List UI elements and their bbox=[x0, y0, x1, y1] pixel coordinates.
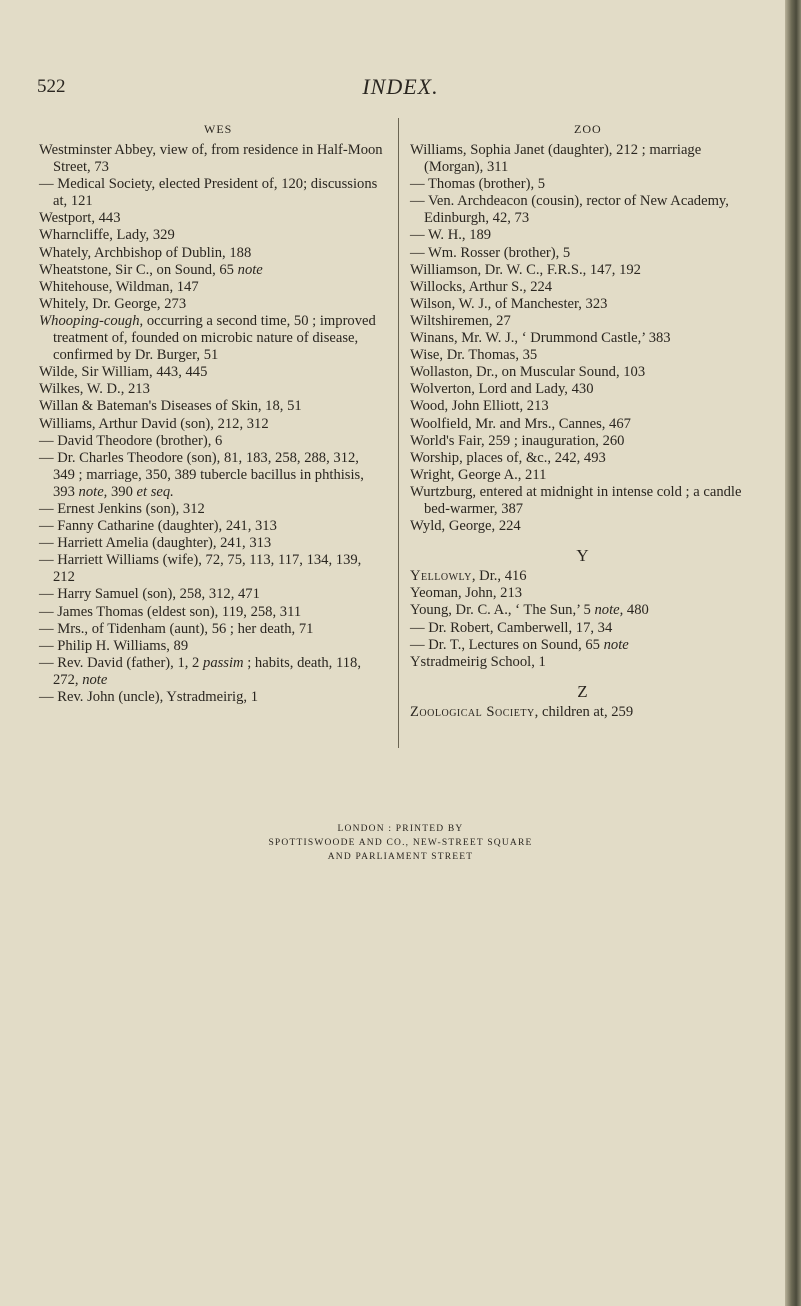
entry-text: — Dr. Charles Theodore (son), 81, 183, 258, 288, 312, 349 ; marriage, 350, 389 tubercle bacillus in phthisis, 393 bbox=[39, 449, 364, 500]
index-entry bbox=[410, 142, 755, 176]
index-entry bbox=[410, 585, 755, 602]
index-entry bbox=[39, 142, 384, 176]
entry-text: — Harriett Williams (wife), 72, 75, 113, 117, 134, 139, 212 bbox=[39, 552, 362, 586]
entry-italic: note, bbox=[78, 483, 108, 500]
right-index-column bbox=[410, 142, 755, 721]
entry-text: Young, Dr. C. A., ‘ The Sun,’ 5 bbox=[410, 602, 591, 619]
index-entry bbox=[410, 398, 755, 415]
entry-text: Wise, Dr. Thomas, 35 bbox=[410, 347, 538, 364]
index-entry bbox=[410, 313, 755, 330]
entry-text: Whately, Archbishop of Dublin, 188 bbox=[39, 244, 252, 261]
entry-text: Wharncliffe, Lady, 329 bbox=[39, 227, 175, 244]
index-entry bbox=[410, 193, 755, 227]
entry-text: — David Theodore (brother), 6 bbox=[39, 432, 223, 449]
entry-text: Whitely, Dr. George, 273 bbox=[39, 295, 187, 312]
index-entry bbox=[39, 279, 384, 296]
entry-text: — Mrs., of Tidenham (aunt), 56 ; her death, 71 bbox=[39, 620, 314, 637]
index-entry bbox=[39, 638, 384, 655]
index-entry bbox=[410, 484, 755, 518]
index-entry bbox=[410, 602, 755, 619]
entry-text: Westminster Abbey, view of, from residence in Half-Moon Street, 73 bbox=[39, 142, 383, 176]
entry-text: — Ven. Archdeacon (cousin), rector of New Academy, Edinburgh, 42, 73 bbox=[410, 193, 729, 227]
right-guide-word: ZOO bbox=[574, 122, 602, 136]
entry-text: Wolverton, Lord and Lady, 430 bbox=[410, 381, 594, 398]
printer-imprint bbox=[0, 822, 801, 864]
index-entry bbox=[39, 227, 384, 244]
index-entry bbox=[39, 518, 384, 535]
entry-italic: note bbox=[82, 671, 108, 688]
entry-text: Ystradmeirig School, 1 bbox=[410, 653, 546, 670]
imprint-line: LONDON : PRINTED BY bbox=[337, 824, 464, 834]
index-entry bbox=[39, 176, 384, 210]
index-entry bbox=[410, 364, 755, 381]
index-entry bbox=[410, 704, 755, 721]
entry-text: World's Fair, 259 ; inauguration, 260 bbox=[410, 432, 625, 449]
imprint-line: SPOTTISWOODE AND CO., NEW-STREET SQUARE bbox=[268, 838, 533, 848]
index-entry bbox=[410, 227, 755, 244]
entry-text: , occurring a second time, 50 ; improved treatment of, founded on microbic nature of disease, confirmed by Dr. Burger, 51 bbox=[53, 312, 376, 364]
index-entry bbox=[410, 568, 755, 585]
index-entry bbox=[39, 416, 384, 433]
index-entry bbox=[410, 637, 755, 654]
left-guide-word: WES bbox=[204, 122, 233, 136]
entry-text: Williams, Sophia Janet (daughter), 212 ; marriage (Morgan), 311 bbox=[410, 142, 702, 176]
entry-text: — Dr. Robert, Camberwell, 17, 34 bbox=[410, 619, 613, 636]
entry-heading: Zoological Society bbox=[410, 703, 535, 720]
entry-text: — James Thomas (eldest son), 119, 258, 311 bbox=[39, 603, 302, 620]
section-letter-y: Y bbox=[576, 546, 589, 566]
index-entry bbox=[410, 416, 755, 433]
column-divider bbox=[398, 118, 399, 748]
left-index-column bbox=[39, 142, 384, 706]
entry-text: Wilkes, W. D., 213 bbox=[39, 381, 150, 398]
entry-text: — Fanny Catharine (daughter), 241, 313 bbox=[39, 518, 277, 535]
entry-italic: et seq. bbox=[136, 483, 174, 500]
index-entry bbox=[39, 210, 384, 227]
entry-text: — Rev. John (uncle), Ystradmeirig, 1 bbox=[39, 689, 258, 705]
page-number: 522 bbox=[37, 76, 66, 97]
index-entry bbox=[39, 535, 384, 552]
entry-italic: note bbox=[237, 261, 263, 278]
entry-text: — Wm. Rosser (brother), 5 bbox=[410, 244, 571, 261]
entry-italic: passim bbox=[203, 654, 244, 671]
index-entry bbox=[39, 501, 384, 518]
imprint-line: AND PARLIAMENT STREET bbox=[327, 852, 474, 862]
index-entry bbox=[410, 450, 755, 467]
entry-text: , Dr., 416 bbox=[471, 568, 527, 585]
entry-text: 390 bbox=[107, 483, 133, 500]
index-entry bbox=[410, 347, 755, 364]
entry-text: Wood, John Elliott, 213 bbox=[410, 398, 549, 415]
index-entry bbox=[39, 450, 384, 501]
entry-text: Yeoman, John, 213 bbox=[410, 585, 523, 602]
index-entry bbox=[410, 330, 755, 347]
entry-heading: Whooping-cough bbox=[39, 312, 140, 329]
right-entries bbox=[410, 142, 755, 535]
entry-text: Wurtzburg, entered at midnight in intense cold ; a candle bed-warmer, 387 bbox=[410, 483, 742, 517]
index-entry bbox=[39, 604, 384, 621]
entry-text: — Medical Society, elected President of, 120; discussions at, 121 bbox=[39, 176, 378, 210]
index-entry bbox=[39, 689, 384, 706]
index-entry bbox=[410, 467, 755, 484]
entry-text: Winans, Mr. W. J., ‘ Drummond Castle,’ 383 bbox=[410, 330, 671, 347]
index-entry bbox=[39, 381, 384, 398]
entry-text: — Harriett Amelia (daughter), 241, 313 bbox=[39, 535, 272, 552]
index-entry bbox=[39, 586, 384, 603]
index-entry bbox=[410, 176, 755, 193]
entry-text: — Philip H. Williams, 89 bbox=[39, 637, 189, 654]
index-entry bbox=[39, 262, 384, 279]
index-entry bbox=[410, 279, 755, 296]
entry-text: Westport, 443 bbox=[39, 210, 121, 227]
entry-text: Wollaston, Dr., on Muscular Sound, 103 bbox=[410, 364, 646, 381]
entry-text: — Ernest Jenkins (son), 312 bbox=[39, 500, 205, 517]
index-entry bbox=[39, 296, 384, 313]
entry-text: — Dr. T., Lectures on Sound, 65 bbox=[410, 636, 600, 653]
entry-text: Wilde, Sir William, 443, 445 bbox=[39, 364, 208, 381]
index-entry bbox=[39, 313, 384, 364]
entry-text: Willocks, Arthur S., 224 bbox=[410, 278, 553, 295]
entry-italic: note, bbox=[594, 602, 624, 619]
entry-text: Wiltshiremen, 27 bbox=[410, 312, 511, 329]
entry-text: ; habits, death, 118, 272, bbox=[53, 654, 361, 688]
index-entry bbox=[410, 620, 755, 637]
entry-text: Wright, George A., 211 bbox=[410, 466, 547, 483]
entry-text: , children at, 259 bbox=[534, 703, 634, 720]
section-letter-z: Z bbox=[577, 681, 588, 701]
entry-text: 480 bbox=[623, 602, 649, 619]
entry-text: Williams, Arthur David (son), 212, 312 bbox=[39, 415, 269, 432]
index-entry bbox=[39, 364, 384, 381]
index-entry bbox=[410, 518, 755, 535]
entry-text: Worship, places of, &c., 242, 493 bbox=[410, 449, 606, 466]
index-entry bbox=[410, 296, 755, 313]
entry-text: — Rev. David (father), 1, 2 bbox=[39, 654, 200, 671]
index-entry bbox=[410, 433, 755, 450]
entry-text: Woolfield, Mr. and Mrs., Cannes, 467 bbox=[410, 415, 631, 432]
index-entry bbox=[39, 621, 384, 638]
entry-text: — Thomas (brother), 5 bbox=[410, 176, 546, 193]
entry-text: Wilson, W. J., of Manchester, 323 bbox=[410, 295, 608, 312]
entry-text: Wyld, George, 224 bbox=[410, 518, 521, 535]
section-y-entries bbox=[410, 568, 755, 671]
entry-text: Whitehouse, Wildman, 147 bbox=[39, 278, 199, 295]
index-entry bbox=[39, 552, 384, 586]
index-entry bbox=[410, 654, 755, 671]
entry-text: Wheatstone, Sir C., on Sound, 65 bbox=[39, 261, 234, 278]
entry-heading: Yellowly bbox=[410, 568, 472, 585]
index-entry bbox=[39, 433, 384, 450]
entry-text: Willan & Bateman's Diseases of Skin, 18, 51 bbox=[39, 398, 302, 415]
index-entry bbox=[39, 655, 384, 689]
page-edge bbox=[785, 0, 801, 1306]
running-title: INDEX. bbox=[362, 74, 439, 99]
entry-italic: note bbox=[603, 636, 629, 653]
index-entry bbox=[39, 245, 384, 262]
index-entry bbox=[410, 245, 755, 262]
section-z-entries bbox=[410, 704, 755, 721]
index-entry bbox=[39, 398, 384, 415]
entry-text: — W. H., 189 bbox=[410, 227, 492, 244]
entry-text: — Harry Samuel (son), 258, 312, 471 bbox=[39, 586, 260, 603]
index-entry bbox=[410, 381, 755, 398]
index-entry bbox=[410, 262, 755, 279]
entry-text: Williamson, Dr. W. C., F.R.S., 147, 192 bbox=[410, 261, 641, 278]
